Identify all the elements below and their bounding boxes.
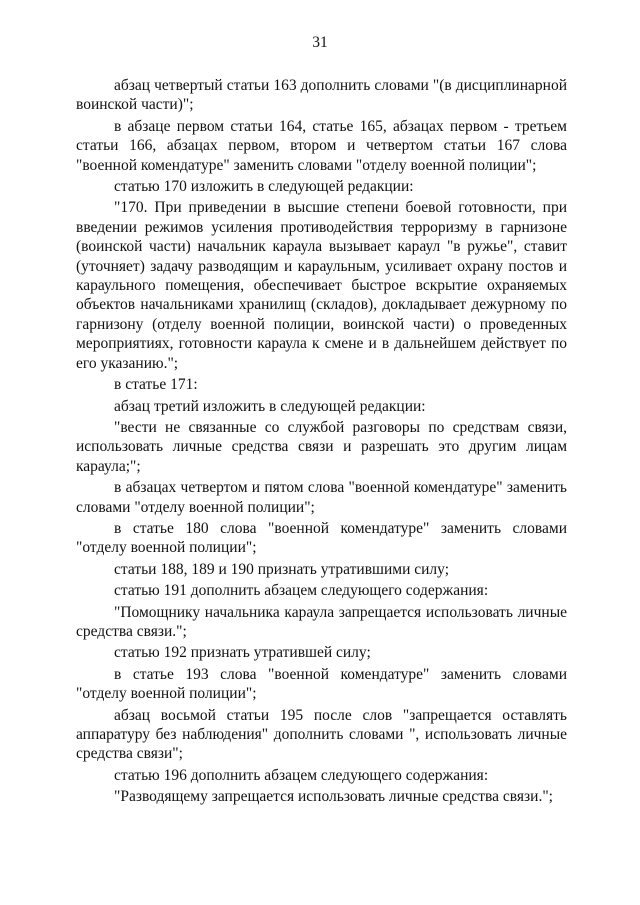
page-number: 31 (312, 34, 328, 51)
paragraph: статью 170 изложить в следующей редакции: (114, 178, 414, 196)
paragraph: статьи 188, 189 и 190 признать утратившими силу; (114, 560, 450, 578)
paragraph: в статье 180 слова "военной комендатуре" заменить словами "отделу военной полиции"; (76, 519, 567, 557)
paragraph: "вести не связанные со службой разговоры по средствам связи, использовать личные средства связи и разрешать это другим лицам караула;"; (76, 418, 567, 475)
paragraph: статью 196 дополнить абзацем следующего содержания: (114, 766, 489, 784)
paragraph: "Разводящему запрещается использовать личные средства связи."; (114, 788, 553, 806)
paragraph: статью 191 дополнить абзацем следующего содержания: (114, 582, 489, 600)
paragraph: "Помощнику начальника караула запрещается использовать личные средства связи."; (76, 603, 567, 640)
paragraph: статью 192 признать утратившей силу; (114, 644, 371, 662)
paragraph: абзац третий изложить в следующей редакции: (114, 397, 426, 415)
paragraph: в абзаце первом статьи 164, статье 165, абзацах первом - третьем статьи 166, абзацах первом, втором и четвертом статьи 167 слова "военной комендатуре" заменить словами "отделу военной полиции"; (76, 117, 567, 174)
paragraph: абзац четвертый статьи 163 дополнить словами "(в дисциплинарной воинской части)"; (76, 77, 567, 114)
paragraph: абзац восьмой статьи 195 после слов "запрещается оставлять аппаратуру без наблюдения" дополнить словами ", использовать личные средства связи"; (76, 706, 567, 763)
paragraph: "170. При приведении в высшие степени боевой готовности, при введении режимов усиления противодействия терроризму в гарнизоне (воинской части) начальник караула вызывает караул "в ружье", ставит (уточняет) задачу разводящим и караульным, усиливает охрану постов и караульного помещения, обеспечивает быстрое вскрытие охраняемых объектов начальниками хранилищ (складов), докладывает дежурному по гарнизону (отделу военной полиции, воинской части) о проведенных мероприятиях, готовности караула к смене и в дальнейшем действует по его указанию."; (76, 199, 567, 372)
paragraph: в статье 193 слова "военной комендатуре" заменить словами "отделу военной полиции"; (76, 665, 567, 703)
paragraph: в абзацах четвертом и пятом слова "военной комендатуре" заменить словами "отделу военной полиции"; (76, 479, 567, 516)
paragraph: в статье 171: (114, 376, 198, 394)
document-body (76, 76, 567, 807)
